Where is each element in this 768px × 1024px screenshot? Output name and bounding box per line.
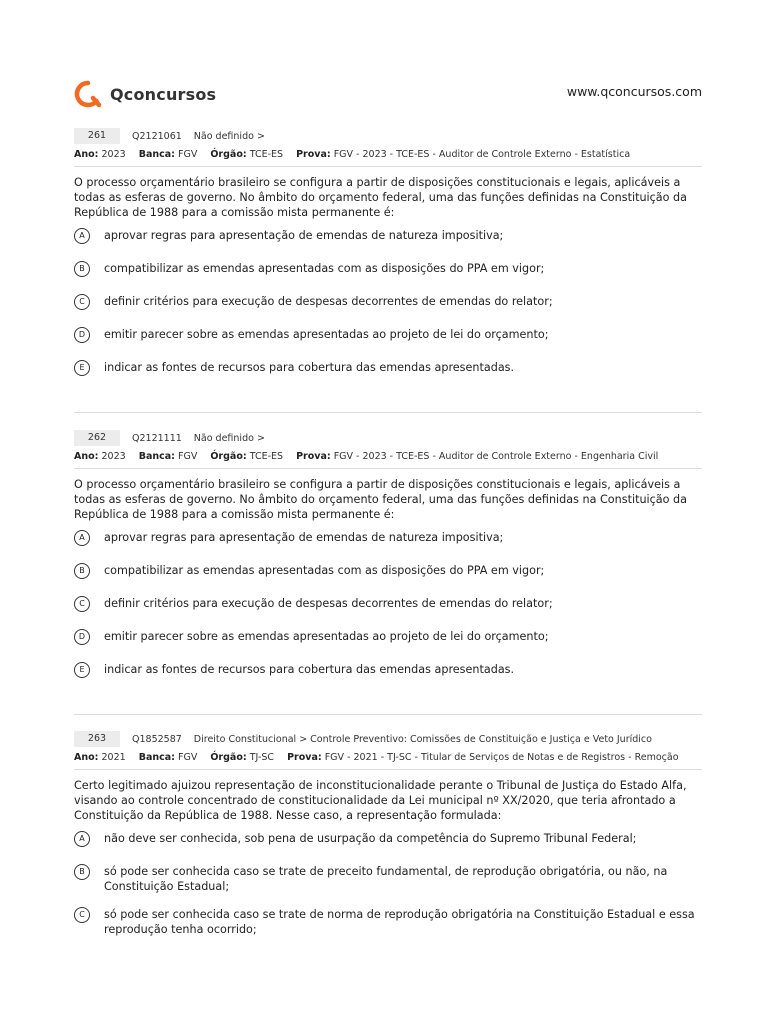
meta-orgao: TJ-SC: [249, 752, 275, 763]
question-block: [74, 730, 702, 950]
question-number: 262: [74, 430, 120, 446]
option-a[interactable]: [74, 831, 702, 851]
option-letter-circle[interactable]: A: [74, 831, 90, 847]
question-header: [74, 730, 702, 748]
options-list: [74, 228, 702, 380]
question-meta: [74, 451, 702, 465]
question-id[interactable]: Q2121061: [132, 130, 182, 142]
options-list: [74, 530, 702, 682]
question-subject[interactable]: Não definido >: [193, 130, 265, 142]
option-letter-circle[interactable]: A: [74, 228, 90, 244]
option-c[interactable]: [74, 294, 702, 314]
divider: [74, 468, 702, 469]
option-text: emitir parecer sobre as emendas apresentadas ao projeto de lei do orçamento;: [104, 630, 549, 643]
meta-orgao-label: Órgão:: [210, 752, 247, 763]
option-text: compatibilizar as emendas apresentadas com as disposições do PPA em vigor;: [104, 564, 545, 577]
option-letter-circle[interactable]: D: [74, 327, 90, 343]
brand-name: Qconcursos: [110, 84, 217, 104]
option-letter-circle[interactable]: A: [74, 530, 90, 546]
question-block: [74, 127, 702, 393]
option-letter-circle[interactable]: C: [74, 907, 90, 923]
divider: [74, 166, 702, 167]
meta-banca: FGV: [178, 149, 198, 160]
question-id[interactable]: Q2121111: [132, 432, 182, 444]
meta-prova-label: Prova:: [287, 752, 322, 763]
question-header: [74, 429, 702, 447]
question-block: [74, 429, 702, 695]
page-header: [74, 78, 702, 108]
option-letter-circle[interactable]: E: [74, 662, 90, 678]
meta-ano-label: Ano:: [74, 752, 99, 763]
option-b[interactable]: [74, 261, 702, 281]
site-url[interactable]: www.qconcursos.com: [566, 84, 702, 99]
option-b[interactable]: [74, 864, 702, 894]
meta-prova-label: Prova:: [296, 451, 331, 462]
option-e[interactable]: [74, 360, 702, 380]
option-d[interactable]: [74, 629, 702, 649]
option-text: indicar as fontes de recursos para cobertura das emendas apresentadas.: [104, 663, 515, 676]
meta-prova-label: Prova:: [296, 149, 331, 160]
option-e[interactable]: [74, 662, 702, 682]
option-text: indicar as fontes de recursos para cobertura das emendas apresentadas.: [104, 361, 515, 374]
option-text: só pode ser conhecida caso se trate de norma de reprodução obrigatória na Constituição Estadual e essa reprodução tenha ocorrido;: [104, 908, 695, 936]
option-a[interactable]: [74, 530, 702, 550]
question-separator: [74, 714, 702, 715]
question-stem: O processo orçamentário brasileiro se configura a partir de disposições constitucionais e legais, aplicáveis a todas as esferas de governo. No âmbito do orçamento federal, uma das funções definidas na Constituição da República de 1988 para a comissão mista permanente é:: [74, 478, 688, 521]
meta-prova: FGV - 2023 - TCE-ES - Auditor de Controle Externo - Estatística: [333, 149, 631, 160]
option-b[interactable]: [74, 563, 702, 583]
meta-orgao: TCE-ES: [249, 451, 284, 462]
meta-banca-label: Banca:: [138, 451, 175, 462]
meta-prova: FGV - 2023 - TCE-ES - Auditor de Controle Externo - Engenharia Civil: [333, 451, 659, 462]
option-text: definir critérios para execução de despesas decorrentes de emendas do relator;: [104, 597, 553, 610]
option-letter-circle[interactable]: B: [74, 864, 90, 880]
option-letter-circle[interactable]: E: [74, 360, 90, 376]
meta-ano: 2023: [101, 451, 126, 462]
meta-banca: FGV: [178, 451, 198, 462]
option-c[interactable]: [74, 907, 702, 937]
meta-banca-label: Banca:: [138, 752, 175, 763]
option-letter-circle[interactable]: B: [74, 563, 90, 579]
qconcursos-logo-icon: [74, 80, 102, 108]
question-header: [74, 127, 702, 145]
meta-orgao-label: Órgão:: [210, 149, 247, 160]
question-subject[interactable]: Direito Constitucional > Controle Preventivo: Comissões de Constituição e Justiça e Veto Jurídico: [193, 733, 652, 745]
question-separator: [74, 412, 702, 413]
question-meta: [74, 752, 702, 766]
meta-ano: 2023: [101, 149, 126, 160]
meta-prova: FGV - 2021 - TJ-SC - Titular de Serviços de Notas e de Registros - Remoção: [324, 752, 679, 763]
question-subject[interactable]: Não definido >: [193, 432, 265, 444]
brand-logo[interactable]: [74, 80, 216, 108]
option-letter-circle[interactable]: C: [74, 596, 90, 612]
meta-orgao: TCE-ES: [249, 149, 284, 160]
question-stem: Certo legitimado ajuizou representação de inconstitucionalidade perante o Tribunal de Justiça do Estado Alfa, visando ao controle concentrado de constitucionalidade da Lei municipal nº XX/2020, que teria afrontado a Constituição da República de 1988. Nesse caso, a representação formulada:: [74, 779, 687, 822]
meta-orgao-label: Órgão:: [210, 451, 247, 462]
option-text: emitir parecer sobre as emendas apresentadas ao projeto de lei do orçamento;: [104, 328, 549, 341]
meta-banca-label: Banca:: [138, 149, 175, 160]
meta-ano: 2021: [101, 752, 126, 763]
question-number: 261: [74, 128, 120, 144]
options-list: [74, 831, 702, 937]
option-text: só pode ser conhecida caso se trate de preceito fundamental, de reprodução obrigatória, ou não, na Constituição Estadual;: [104, 865, 668, 893]
option-c[interactable]: [74, 596, 702, 616]
option-a[interactable]: [74, 228, 702, 248]
option-d[interactable]: [74, 327, 702, 347]
option-text: aprovar regras para apresentação de emendas de natureza impositiva;: [104, 229, 504, 242]
option-text: compatibilizar as emendas apresentadas com as disposições do PPA em vigor;: [104, 262, 545, 275]
meta-ano-label: Ano:: [74, 149, 99, 160]
option-text: aprovar regras para apresentação de emendas de natureza impositiva;: [104, 531, 504, 544]
divider: [74, 769, 702, 770]
question-id[interactable]: Q1852587: [132, 733, 182, 745]
option-letter-circle[interactable]: C: [74, 294, 90, 310]
meta-banca: FGV: [178, 752, 198, 763]
option-text: não deve ser conhecida, sob pena de usurpação da competência do Supremo Tribunal Federal;: [104, 832, 637, 845]
option-letter-circle[interactable]: D: [74, 629, 90, 645]
meta-ano-label: Ano:: [74, 451, 99, 462]
question-meta: [74, 149, 702, 163]
question-number: 263: [74, 731, 120, 747]
option-letter-circle[interactable]: B: [74, 261, 90, 277]
question-stem: O processo orçamentário brasileiro se configura a partir de disposições constitucionais e legais, aplicáveis a todas as esferas de governo. No âmbito do orçamento federal, uma das funções definidas na Constituição da República de 1988 para a comissão mista permanente é:: [74, 176, 688, 219]
option-text: definir critérios para execução de despesas decorrentes de emendas do relator;: [104, 295, 553, 308]
